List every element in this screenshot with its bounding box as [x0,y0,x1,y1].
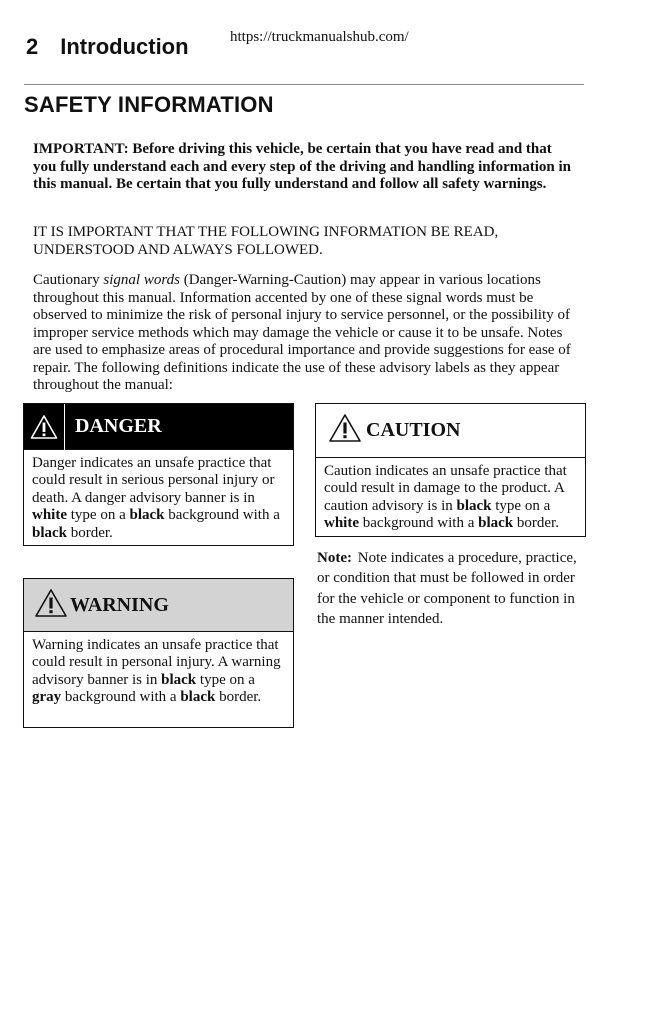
warning-label: WARNING [70,593,169,616]
caution-description: Caution indicates an unsafe practice that could result in damage to the product. A caution advisory is in black type on a white background with a black border. [324,463,567,532]
caution-label: CAUTION [366,419,461,441]
chapter-title: Introduction [60,34,189,59]
caution-advisory-box [315,403,586,537]
caps-notice-paragraph: IT IS IMPORTANT THAT THE FOLLOWING INFORMATION BE READ, UNDERSTOOD AND ALWAYS FOLLOWED. [33,224,499,258]
note-paragraph [317,548,589,629]
warning-triangle-icon [34,588,68,623]
signal-words-italic: signal words [103,272,180,288]
section-title: SAFETY INFORMATION [24,92,274,117]
header-divider [24,84,584,85]
caution-banner [316,404,585,458]
warning-advisory-box [23,578,294,728]
note-text: Note indicates a procedure, practice, or condition that must be followed in order for the vehicle or component to function in the manner intended. [317,550,577,627]
danger-advisory-box [23,403,294,546]
danger-banner [24,404,293,450]
warning-banner [24,579,293,632]
signal-words-paragraph: Cautionary signal words (Danger-Warning-Caution) may appear in various locations throughout this manual. Information accented by one of these signal words must be observed to minimize the risk of personal injury to service personnel, or the possibility of improper service methods which may damage the vehicle or cause it to be unsafe. Notes are used to emphasize areas of procedural importance and provide suggestions for ease of repair. The following definitions indicate the use of these advisory labels as they appear throughout the manual: [33,272,571,393]
page-header [26,34,189,60]
note-label: Note: [317,550,352,566]
page-number: 2 [26,34,39,59]
important-paragraph: IMPORTANT: Before driving this vehicle, be certain that you have read and that you fully understand each and every step of the driving and handling information in this manual. Be certain that you fully understand and follow all safety warnings. [33,141,572,192]
warning-triangle-icon [24,404,65,450]
warning-triangle-icon [328,413,362,448]
danger-label: DANGER [75,415,162,437]
source-url[interactable]: https://truckmanualshub.com/ [230,29,409,45]
warning-description: Warning indicates an unsafe practice that could result in personal injury. A warning advisory banner is in black type on a gray background with a black border. [32,637,281,706]
danger-description: Danger indicates an unsafe practice that could result in serious personal injury or death. A danger advisory banner is in white type on a black background with a black border. [32,455,280,541]
